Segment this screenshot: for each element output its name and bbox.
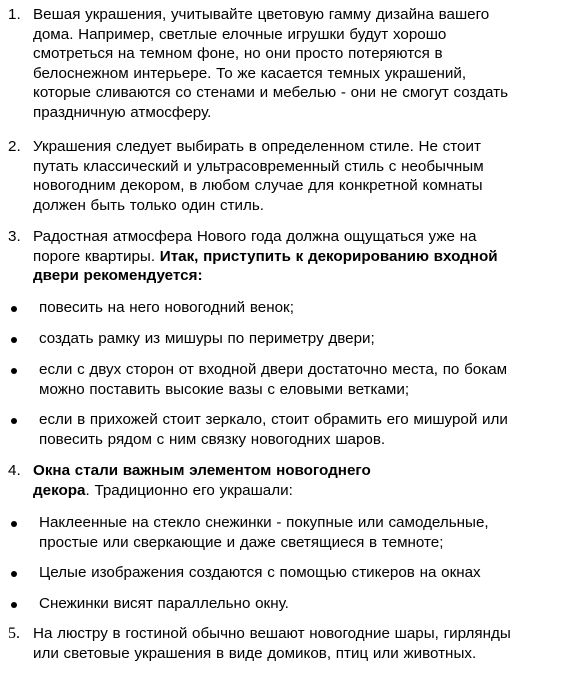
item-number: 1. xyxy=(8,6,21,23)
bullet-icon xyxy=(11,306,17,312)
item-text xyxy=(39,594,575,614)
text-line: смотреться на темном фоне, но они просто потеряются в xyxy=(33,45,443,63)
item-number: 3. xyxy=(8,228,21,245)
item-text xyxy=(33,5,575,123)
bullet-icon xyxy=(11,521,17,527)
item-number: 2. xyxy=(8,138,21,155)
bold-text: Окна стали важным элементом новогоднего xyxy=(33,462,371,479)
item-number: 4. xyxy=(8,462,21,479)
text-line: если с двух сторон от входной двери достаточно места, по бокам xyxy=(39,361,508,378)
text-line: Целые изображения создаются с помощью стикеров на окнах xyxy=(39,564,481,581)
text-line: Вешая украшения, учитывайте цветовую гамму дизайна вашего xyxy=(33,6,490,23)
text-line: новогодним декором, в любом случае для конкретной комнаты xyxy=(33,177,483,195)
text-line: На люстру в гостиной обычно вешают новогодние шары, гирлянды xyxy=(33,625,511,642)
text-line: праздничную атмосферу. xyxy=(33,103,212,121)
text-line xyxy=(33,247,575,267)
item-text xyxy=(39,513,575,552)
text-line: Снежинки висят параллельно окну. xyxy=(39,595,289,612)
item-text xyxy=(33,624,575,663)
item-text xyxy=(39,298,575,318)
item-text xyxy=(39,410,575,449)
item-text xyxy=(39,329,575,349)
bold-text: Итак, приступить к декорированию входной xyxy=(159,247,498,265)
text-line: Украшения следует выбирать в определенном стиле. Не стоит xyxy=(33,138,481,155)
bullet-icon xyxy=(11,571,17,577)
text-line: белоснежном интерьере. То же касается темных украшений, xyxy=(33,64,467,82)
text-line: Наклеенные на стекло снежинки - покупные или самодельные, xyxy=(39,514,489,531)
text-line: Радостная атмосфера Нового года должна ощущаться уже на xyxy=(33,228,477,245)
text-line: создать рамку из мишуры по периметру двери; xyxy=(39,330,375,347)
item-text xyxy=(33,461,575,500)
text-line: можно поставить высокие вазы с еловыми ветками; xyxy=(39,380,410,398)
plain-text: пороге квартиры. xyxy=(33,247,160,265)
bullet-icon xyxy=(11,337,17,343)
item-number: 5. xyxy=(8,625,20,642)
bullet-icon xyxy=(11,368,17,374)
text-line: путать классический и ультрасовременный стиль с необычным xyxy=(33,157,484,175)
text-line: которые сливаются со стенами и мебелью - они не смогут создать xyxy=(33,84,509,102)
text-line xyxy=(33,481,575,501)
text-line: или световые украшения в виде домиков, птиц или животных. xyxy=(33,644,477,662)
text-line: если в прихожей стоит зеркало, стоит обрамить его мишурой или xyxy=(39,411,508,428)
item-text xyxy=(33,227,575,286)
text-line: дома. Например, светлые елочные игрушки будут хорошо xyxy=(33,25,447,43)
text-line: повесить рядом с ним связку новогодних шаров. xyxy=(39,430,386,448)
bold-text: декора xyxy=(33,481,86,499)
plain-text: . Традиционно его украшали: xyxy=(85,481,293,499)
bullet-icon xyxy=(11,602,17,608)
item-text xyxy=(33,137,575,215)
item-text xyxy=(39,563,575,583)
bold-text: двери рекомендуется: xyxy=(33,267,203,285)
text-line xyxy=(33,266,575,286)
bullet-icon xyxy=(11,418,17,424)
text-line xyxy=(33,461,575,481)
item-text xyxy=(39,360,575,399)
text-line: должен быть только один стиль. xyxy=(33,196,264,214)
text-line: повесить на него новогодний венок; xyxy=(39,299,294,316)
text-line: простые или сверкающие и даже светящиеся в темноте; xyxy=(39,533,444,551)
